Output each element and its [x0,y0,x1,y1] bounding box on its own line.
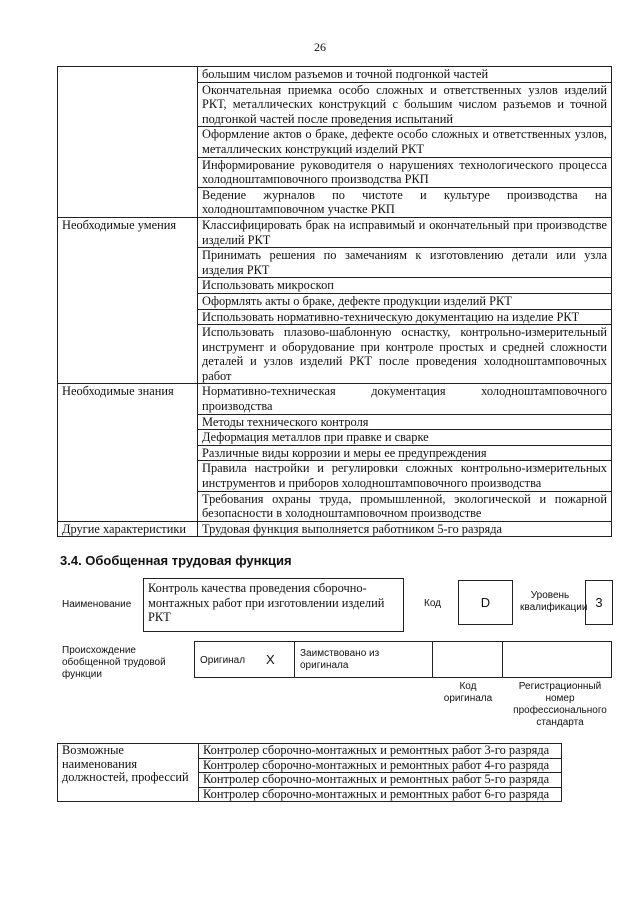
row-label: Необходимые умения [58,217,198,384]
origin-divider-1 [294,641,295,678]
row-item: Оформлять акты о браке, дефекте продукции изделий РКТ [198,293,612,309]
name-value: Контроль качества проведения сборочно-монтажных работ при изготовлении изделий РКТ [143,578,404,632]
code-label: Код [424,598,442,609]
name-label: Наименование [62,599,132,610]
table-row [58,521,612,537]
row-label: Другие характеристики [58,521,198,537]
row-item: Ведение журналов по чистоте и культуре производства на холодноштамповочном участке РКП [198,187,612,217]
code-value: D [458,580,513,625]
labor-function-table [57,66,612,537]
origin-divider-2 [432,641,433,678]
row-item: Методы технического контроля [198,414,612,430]
position-item: Контролер сборочно-монтажных и ремонтных работ 4-го разряда [199,758,562,773]
positions-label: Возможные наименования должностей, профессий [58,744,199,802]
positions-table [57,743,562,802]
table-row [58,217,612,247]
row-item: Использовать микроскоп [198,278,612,294]
table-row [58,384,612,414]
borrowed-label: Заимствовано из оригинала [300,648,380,671]
code-original-label: Код оригинала [443,681,493,704]
row-item: Нормативно-техническая документация холодноштамповочного производства [198,384,612,414]
section-title: 3.4. Обобщенная трудовая функция [60,553,292,568]
row-item: Окончательная приемка особо сложных и ответственных узлов изделий РКТ, металлических конструкций с большим числом разъемов и точной подгонкой частей после проведения испытаний [198,82,612,127]
row-item: Классифицировать брак на исправимый и окончательный при производстве изделий РКТ [198,217,612,247]
page-number: 26 [314,40,326,54]
level-label: Уровень квалификации [520,590,588,613]
row-item: Использовать плазово-шаблонную оснастку, контрольно-измерительный инструмент и оборудование при контроле простых и средней сложности деталей и узлов изделий РКТ после проведения холодноштамповочных работ [198,325,612,384]
row-item: Правила настройки и регулировки сложных контрольно-измерительных инструментов и приборов холодноштамповочного производства [198,461,612,491]
table-row [58,67,612,83]
row-item: Требования охраны труда, промышленной, экологической и пожарной безопасности в холодноштамповочном производстве [198,491,612,521]
level-value: 3 [585,580,613,625]
row-item: большим числом разъемов и точной подгонкой частей [198,67,612,83]
row-item: Оформление актов о браке, дефекте особо сложных и ответственных узлов, металлических конструкций изделий РКТ [198,127,612,157]
origin-label: Происхождение обобщенной трудовой функции [62,645,166,680]
original-label: Оригинал [200,655,246,666]
position-item: Контролер сборочно-монтажных и ремонтных работ 6-го разряда [199,787,562,802]
row-item: Различные виды коррозии и меры ее предупреждения [198,445,612,461]
original-mark: X [266,652,275,667]
origin-divider-3 [502,641,503,678]
row-item: Использовать нормативно-техническую документацию на изделие РКТ [198,309,612,325]
position-item: Контролер сборочно-монтажных и ремонтных работ 5-го разряда [199,773,562,788]
position-item: Контролер сборочно-монтажных и ремонтных работ 3-го разряда [199,744,562,759]
row-item: Информирование руководителя о нарушениях технологического процесса холодноштамповочного производства РКП [198,157,612,187]
row-label [58,67,198,218]
reg-number-label: Регистрационный номер профессионального стандарта [513,681,607,728]
row-item: Деформация металлов при правке и сварке [198,430,612,446]
row-label: Необходимые знания [58,384,198,521]
row-item: Трудовая функция выполняется работником 5-го разряда [198,521,612,537]
row-item: Принимать решения по замечаниям к изготовлению детали или узла изделия РКТ [198,248,612,278]
